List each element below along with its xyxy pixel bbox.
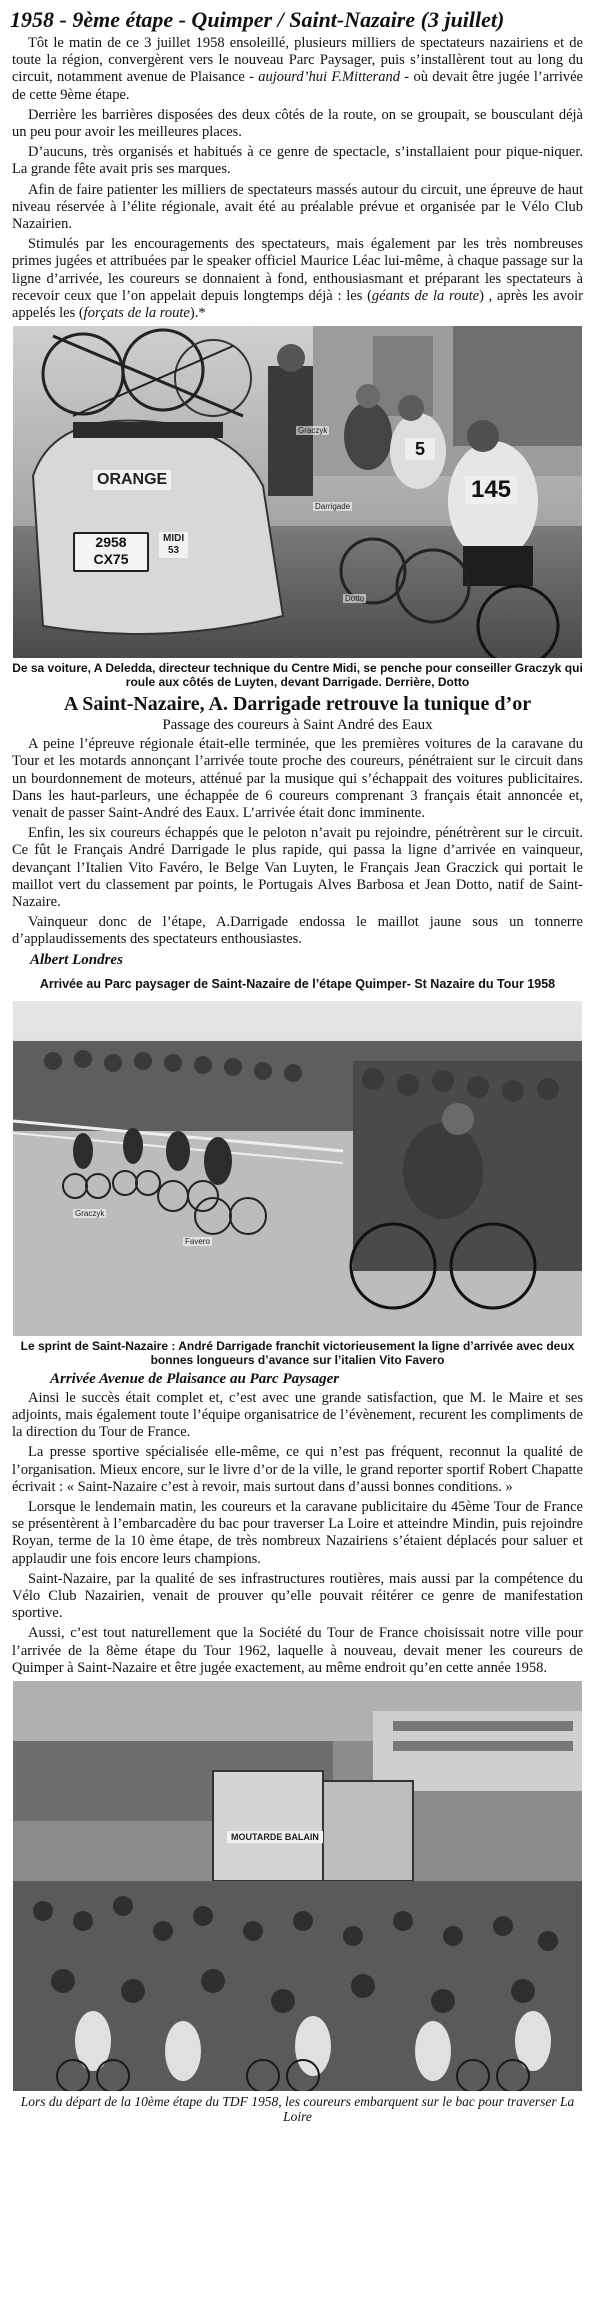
race-bib: 145	[465, 476, 517, 504]
rider-tag-dotto: Dotto	[345, 594, 365, 604]
photo-sprint-finish	[13, 1001, 582, 1336]
license-plate	[73, 532, 149, 572]
small-sign-line-1: MIDI	[163, 533, 185, 545]
text-run: ) , après les avoir appelés les (	[12, 287, 584, 322]
italic-run: aujourd’hui F.Mitterand	[258, 69, 400, 86]
intro-paragraph-1	[12, 35, 583, 104]
rider-tag-favero: Favero	[185, 1236, 210, 1246]
section3-paragraph-3: Lorsque le lendemain matin, les coureurs et la caravane publicitaire du 45ème Tour de France se présentèrent à l’embarcadère du bac pour traverser La Loire et atteindre Mindin, puis rejoindre Royan, terme de la 10 ème étape, de très nombreux Nazairiens s’étaient déplacés pour saluer et applaudir une fois encore leurs champions.	[12, 1498, 583, 1567]
small-sign-line-2: 53	[167, 545, 180, 557]
photo-ferry-boarding	[13, 1681, 582, 2091]
intro-section	[0, 35, 595, 322]
photo1-caption: De sa voiture, A Deledda, directeur technique du Centre Midi, se penche pour conseiller Graczyk qui roule aux côtés de Luyten, devant Darrigade. Derrière, Dotto	[12, 661, 583, 690]
photo2-heading: Arrivée au Parc paysager de Saint-Nazaire de l’étape Quimper- St Nazaire du Tour 1958	[39, 976, 556, 991]
section3-heading: Arrivée Avenue de Plaisance au Parc Paysager	[50, 1370, 340, 1387]
section3-text	[0, 1390, 595, 1677]
article-title: 1958 - 9ème étape - Quimper / Saint-Nazaire (3 juillet)	[10, 7, 505, 32]
italic-run: géants de la route	[371, 287, 480, 304]
photo-ferry-boarding-graphic	[13, 1681, 582, 2091]
section2-heading: A Saint-Nazaire, A. Darrigade retrouve la tunique d’or	[63, 693, 532, 716]
section2-text	[0, 736, 595, 948]
intro-paragraph-4: Afin de faire patienter les milliers de spectateurs massés autour du circuit, une épreuve de haut niveau réservée à l’élite régionale, avait été au préalable prévue et organisée par le Vélo Club Nazairien.	[12, 181, 583, 233]
section2-paragraph-2: Enfin, les six coureurs échappés que le peloton n’avait pu rejoindre, pénétrèrent sur le circuit. Ce fût le Français André Darrigade le plus rapide, qui passa la ligne d’arrivée en vainqueur, devançant l’Italien Vito Favéro, le Belge Van Luyten, le Français Jean Graczick qui portait le maillot vert du classement par points, le Portugais Alves Barbosa et Jean Dotto, natif de Saint-Nazaire.	[12, 825, 583, 911]
section3-paragraph-1: Ainsi le succès était complet et, c’est avec une grande satisfaction, que M. le Maire et ses adjoints, mais également toute l’équipe organisatrice de l’évènement, recurent les compliments de la direction du Tour de France.	[12, 1389, 583, 1441]
text-run: Stimulés par les encouragements des spectateurs, mais également par les très nombreuses primes jugées et attribuées par le speaker officiel Maurice Léac lui-même, à chaque passage sur la ligne d’arrivée, les coureurs se donnaient à fond, enthousiasmant et préparant les spectateurs à recevoir ceux que l’on appelait depuis longtemps déjà : les (	[12, 236, 583, 304]
section3-paragraph-2: La presse sportive spécialisée elle-même, ce qui n’est pas fréquent, reconnut la qualité de l’organisation. Mieux encore, sur le livre d’or de la ville, le grand reporter sportif Robert Chapatte écrivait : « Saint-Nazaire c’est à revoir, mais surtout dans d’aussi bonnes conditions. »	[12, 1444, 583, 1495]
photo-team-car-riders	[13, 326, 582, 658]
section2-subheading: Passage des coureurs à Saint André des Eaux	[162, 717, 433, 734]
section2-paragraph-3: Vainqueur donc de l’étape, A.Darrigade endossa le maillot jaune sous un tonnerre d’applaudissements des spectateurs enthousiastes.	[12, 914, 583, 948]
text-run: - où devait être jugée l’arrivée de cette 9ème étape.	[12, 69, 583, 103]
photo-sprint-finish-graphic	[13, 1001, 582, 1336]
rider-tag-graczyk: Graczyk	[75, 1208, 105, 1218]
author-byline: Albert Londres	[30, 951, 123, 968]
section2-paragraph-1: A peine l’épreuve régionale était-elle terminée, que les premières voitures de la caravane du Tour et les motards annonçant l’arrivée toute proche des coureurs, pénétraient sur le circuit dans un bourdonnement de moteurs, atténué par la musique qui s’échappait des voitures publicitaires. Dans les haut-parleurs, une échappée de 6 coureurs comprenant 3 français était annoncée et, venait de passer Saint-André des Eaux. L’arrivée était donc imminente.	[12, 736, 583, 822]
plate-line-1: 2958	[95, 534, 127, 551]
rider-tag-darrigade: Darrigade	[315, 502, 351, 512]
intro-paragraph-2: Derrière les barrières disposées des deux côtés de la route, on se groupait, se bousculant déjà un peu pour avoir les meilleures places.	[12, 106, 583, 141]
text-run: ).*	[189, 305, 206, 322]
section3-paragraph-4: Saint-Nazaire, par la qualité de ses infrastructures routières, mais aussi par la compétence du Vélo Club Nazairien, venait de prouver qu’elle pouvait réitérer ce genre de manifestation sportive.	[12, 1570, 583, 1622]
intro-paragraph-3: D’aucuns, très organisés et habitués à ce genre de spectacle, s’installaient pour pique-niquer. La grande fête avait pris ses marques.	[12, 144, 583, 178]
plate-line-2: CX75	[93, 551, 129, 568]
photo3-caption: Lors du départ de la 10ème étape du TDF 1958, les coureurs embarquent sur le bac pour traverser La Loire	[20, 2093, 575, 2124]
italic-run: forçats de la route	[83, 305, 190, 322]
car-sign: ORANGE	[93, 470, 171, 490]
race-bib: 5	[405, 438, 435, 460]
rider-tag-graczyk: Graczyk	[298, 426, 328, 436]
intro-paragraph-5	[12, 236, 583, 322]
photo2-caption: Le sprint de Saint-Nazaire : André Darrigade franchit victorieusement la ligne d’arrivée avec deux bonnes longueurs d’avance sur l’italien Vito Favero	[20, 1338, 575, 1367]
text-run: Tôt le matin de ce 3 juillet 1958 ensoleillé, plusieurs milliers de spectateurs nazairiens et de toute la région, convergèrent vers le nouveau Parc Paysager, puis s’installèrent tout au long du circuit, notamment avenue de Plaisance -	[12, 35, 583, 86]
car-small-sign	[159, 532, 188, 558]
section3-paragraph-5: Aussi, c’est tout naturellement que la Société du Tour de France choisissait notre ville pour l’arrivée de la 8ème étape du Tour 1962, laquelle à nouveau, devait mener les coureurs de Quimper à Saint-Nazaire et être jugée exactement, au même endroit qu’en cette année 1958.	[12, 1625, 583, 1676]
truck-sign: MOUTARDE BALAIN	[227, 1831, 323, 1843]
